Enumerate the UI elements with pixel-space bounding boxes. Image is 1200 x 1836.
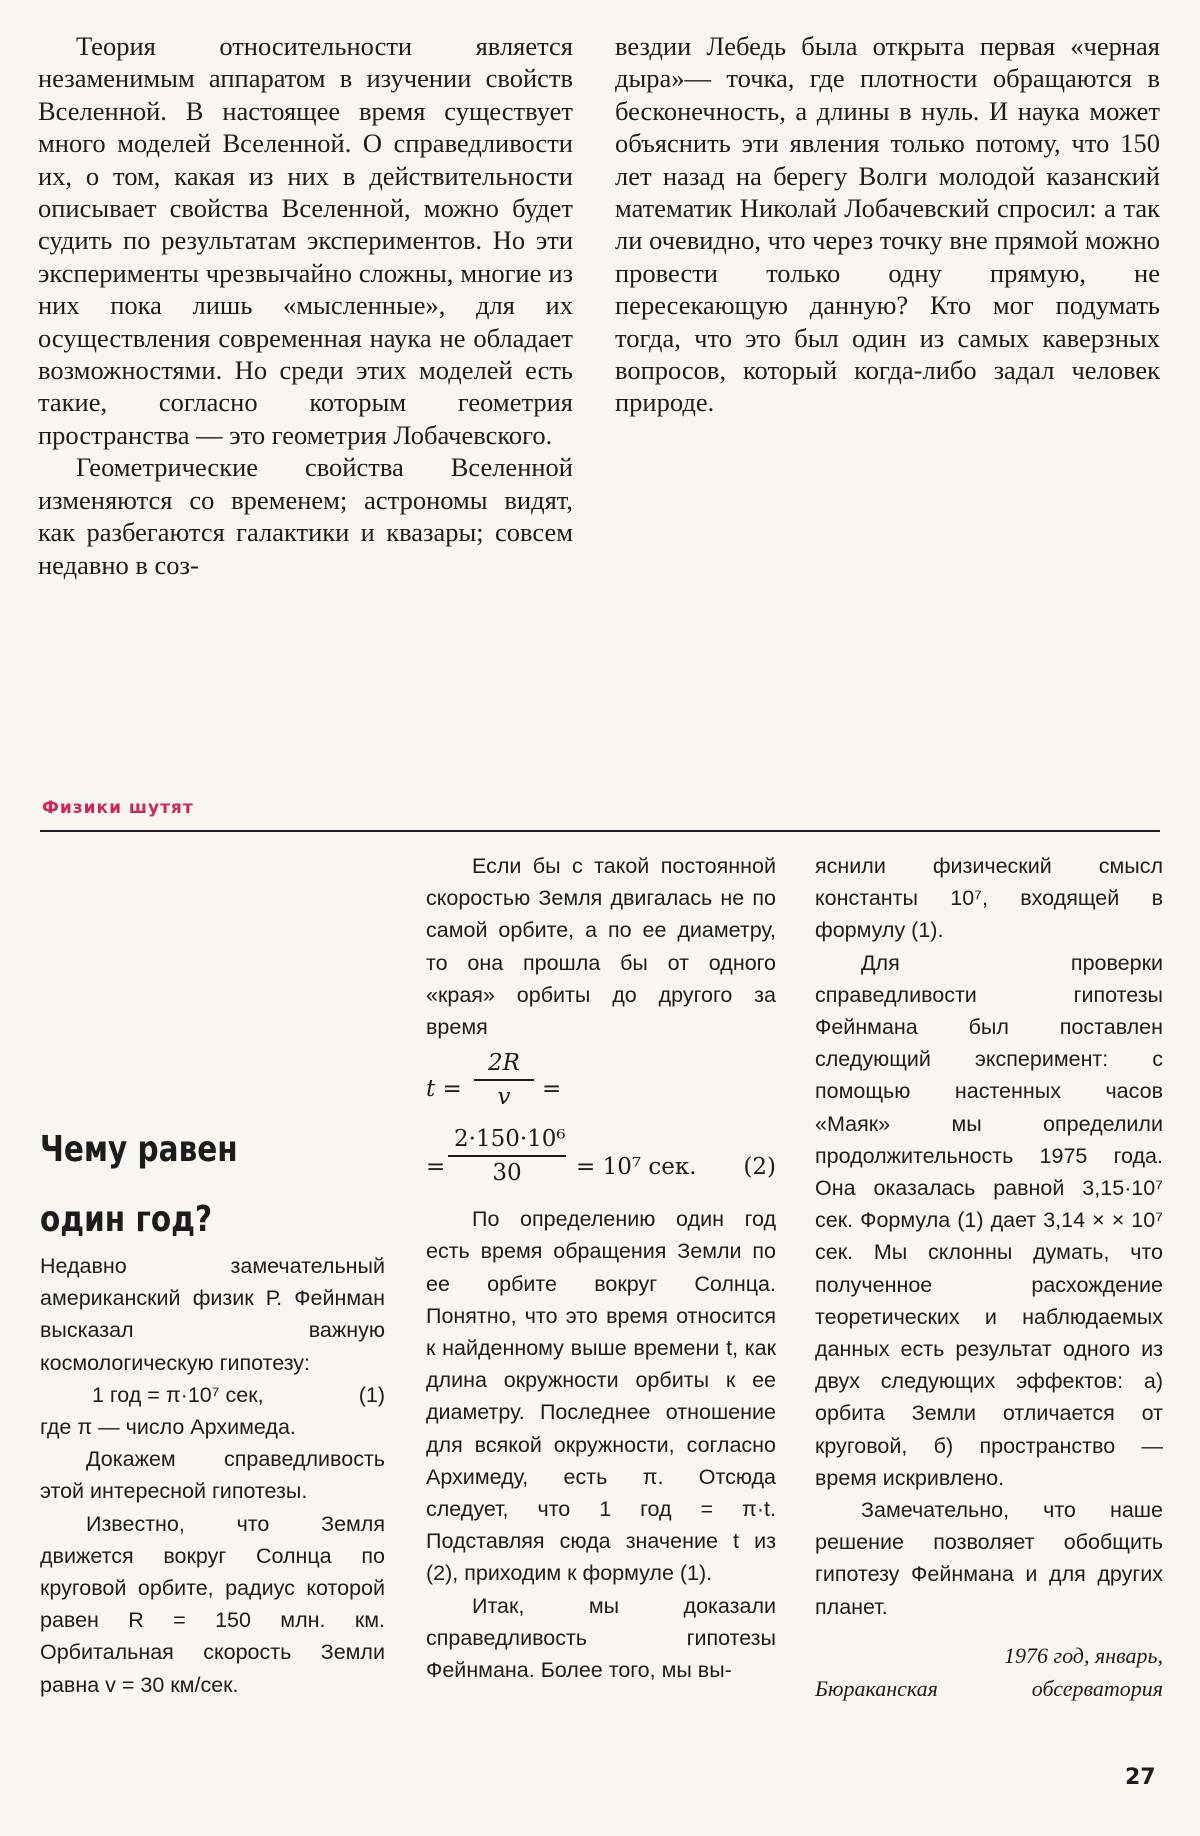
formula-2-frac-2 [448, 1123, 566, 1189]
formula-1-tag: (1) [358, 1382, 385, 1407]
formula-2-tag: (2) [743, 1154, 776, 1181]
prove-paragraph: Докажем справедливость этой интересной гипотезы. [40, 1447, 385, 1504]
right-paragraph-1: яснили физический смысл константы 10⁷, входящей в формулу (1). [815, 854, 1163, 943]
bottom-left-column [40, 1250, 385, 1701]
bottom-right-column [815, 850, 1163, 1705]
formula-2-result: = 10⁷ сек. [576, 1154, 697, 1181]
formula-2-eq-2: = [426, 1154, 446, 1181]
known-paragraph: Известно, что Земля движется вокруг Солнца по круговой орбите, радиус которой равен R = 150 млн. км. Орбитальная скорость Земли равна v = 30 км/сек. [40, 1511, 385, 1697]
middle-paragraph-1: Если бы с такой постоянной скоростью Земля двигалась не по самой орбите, а по ее диаметру, то она прошла бы от одного «края» орбиты до другого за время [426, 854, 776, 1040]
top-left-paragraph-2: Геометрические свойства Вселенной изменяются со временем; астрономы видят, как разбегаются галактики и квазары; совсем недавно в соз- [38, 452, 573, 580]
formula-2-num-2: 2·150·10⁶ [448, 1123, 566, 1157]
right-paragraph-3: Замечательно, что наше решение позволяет обобщить гипотезу Фейнмана и для других планет. [815, 1498, 1163, 1619]
formula-1 [40, 1379, 385, 1411]
signature-place-2: обсерватория [1031, 1675, 1163, 1701]
formula-2-den-1: v [497, 1084, 511, 1111]
middle-paragraph-3: Итак, мы доказали справедливость гипотезы Фейнмана. Более того, мы вы- [426, 1593, 776, 1683]
formula-1-text: 1 год = π·10⁷ сек, [92, 1382, 264, 1407]
middle-paragraph-2: По определению один год есть время обращения Земли по ее орбите вокруг Солнца. Понятно, что это время относится к найденному выше времени t, как длина окружности орбиты к ее диаметру. Последнее отношение для всякой окружности, согласно Архимеду, есть π. Отсюда следует, что 1 год = π·t. Подставляя сюда значение t из (2), приходим к формуле (1). [426, 1207, 776, 1586]
intro-paragraph: Недавно замечательный американский физик Р. Фейнман высказал важную космологическую гипотезу: [40, 1254, 385, 1375]
right-paragraph-2: Для проверки справедливости гипотезы Фейнмана был поставлен следующий эксперимент: с помощью настенных часов «Маяк» мы определили продолжительность 1975 года. Она оказалась равной 3,15·10⁷ сек. Формула (1) дает 3,14 × × 10⁷ сек. Мы склонны думать, что полученное расхождение теоретических и наблюдаемых данных есть результат одного из двух следующих эффектов: а) орбита Земли отличается от круговой, б) пространство — время искривлено. [815, 950, 1163, 1490]
formula-2 [426, 1043, 776, 1203]
page-number: 27 [1125, 1765, 1156, 1790]
article-title [40, 1115, 238, 1255]
title-line-1: Чему равен [40, 1129, 238, 1170]
formula-2-num-1: 2R [474, 1047, 534, 1081]
formula-2-den-2: 30 [492, 1160, 522, 1187]
formula-2-frac-1 [474, 1047, 534, 1113]
section-divider [40, 830, 1160, 832]
top-right-column [615, 30, 1160, 419]
signature-place [815, 1672, 1163, 1705]
signature [815, 1639, 1163, 1705]
top-left-column [38, 30, 573, 581]
pi-definition: где π — число Архимеда. [40, 1415, 296, 1440]
signature-place-1: Бюраканская [815, 1675, 938, 1701]
formula-2-t: t = [426, 1076, 462, 1103]
formula-2-eq-1: = [542, 1076, 562, 1103]
signature-date: 1976 год, январь, [1004, 1642, 1163, 1668]
top-left-paragraph-1: Теория относительности является незаменимым аппаратом в изучении свойств Вселенной. В настоящее время существует много моделей Вселенной. О справедливости их, о том, какая из них в действительности описывает свойства Вселенной, можно будет судить по результатам экспериментов. Но эти эксперименты чрезвычайно сложны, многие из них пока лишь «мысленные», для их осуществления современная наука не обладает возможностями. Но среди этих моделей есть такие, согласно которым геометрия пространства — это геометрия Лобачевского. [38, 31, 573, 450]
bottom-middle-column [426, 850, 776, 1686]
title-line-2: один год? [40, 1199, 213, 1240]
section-rubric: Физики шутят [42, 798, 194, 818]
top-right-paragraph: вездии Лебедь была открыта первая «черная дыра»— точка, где плотности обращаются в бесконечность, а длины в нуль. И наука может объяснить эти явления только потому, что 150 лет назад на берегу Волги молодой казанский математик Николай Лобачевский спросил: а так ли очевидно, что через точку вне прямой можно провести только одну прямую, не пересекающую данную? Кто мог подумать тогда, что это был один из самых каверзных вопросов, который когда-либо задал человек природе. [615, 31, 1160, 418]
